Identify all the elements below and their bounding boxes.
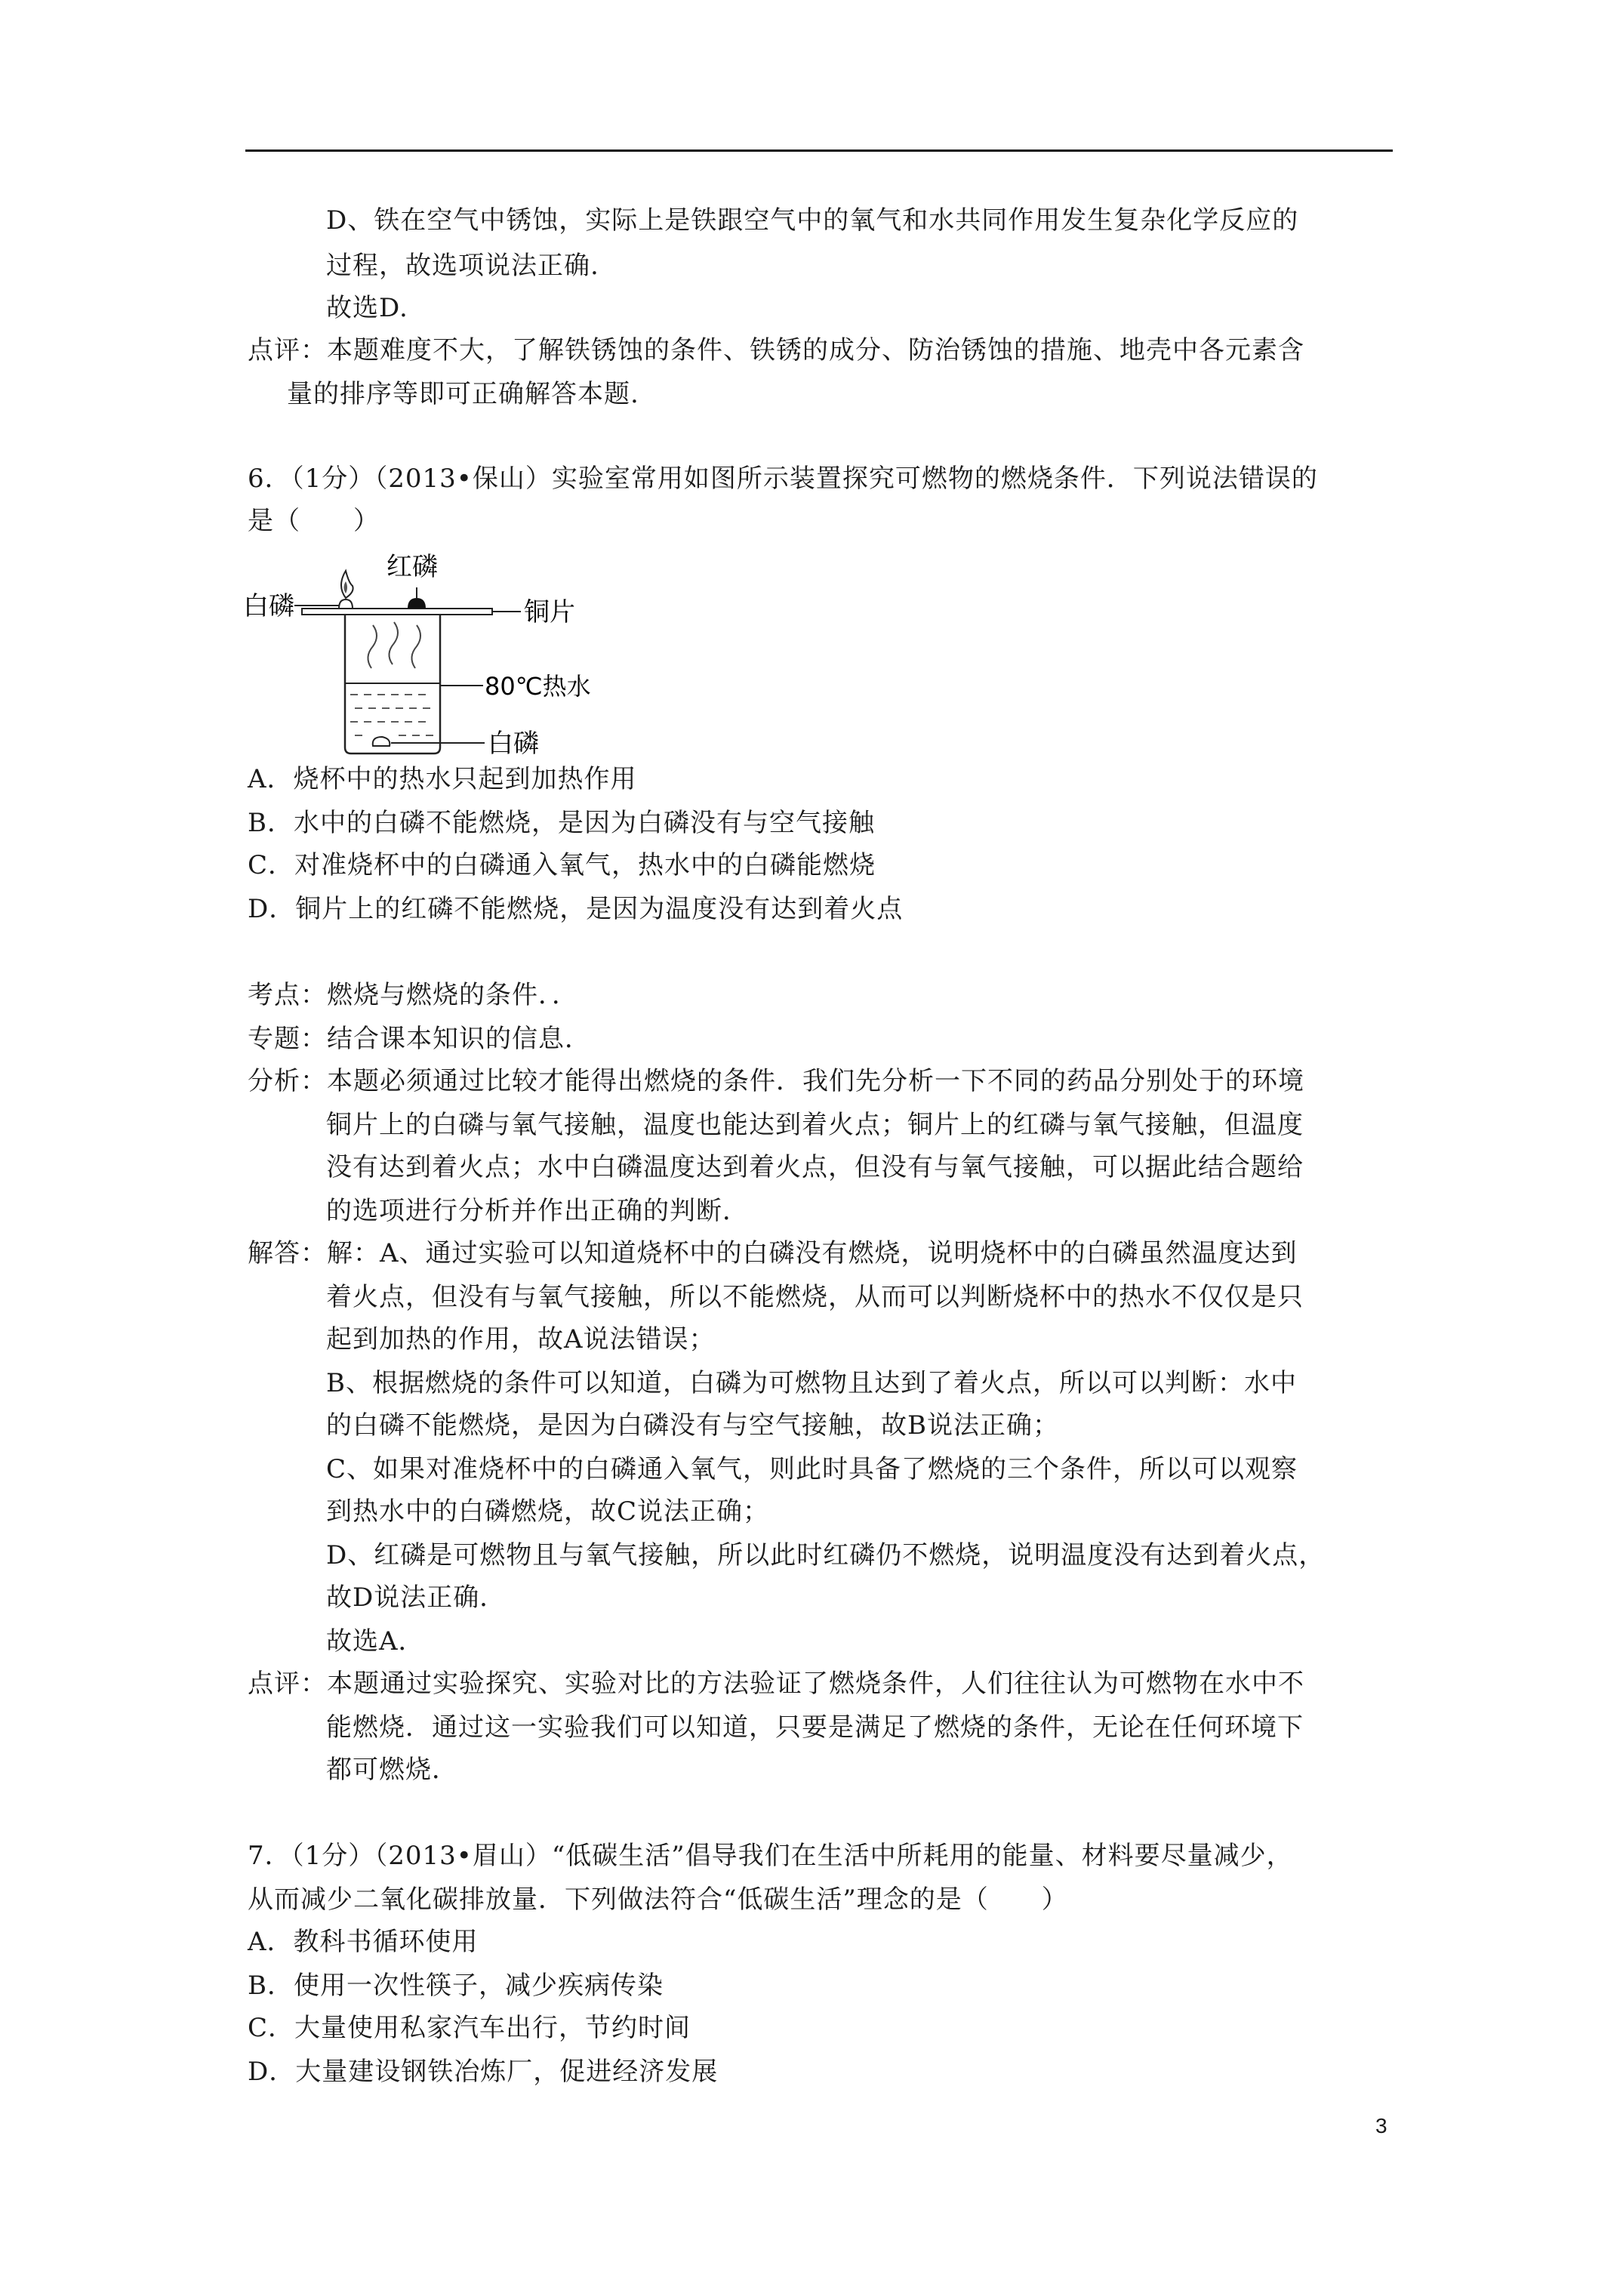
- q7-stem-line2: 从而减少二氧化碳排放量．下列做法符合“低碳生活”理念的是（ ）: [248, 1885, 1068, 1915]
- q6-solution-line: 起到加热的作用，故A说法错误；: [326, 1324, 716, 1354]
- q5-option-d-line2: 过程，故选项说法正确.: [326, 251, 599, 281]
- q5-comment-line2: 量的排序等即可正确解答本题.: [287, 379, 639, 409]
- q6-stem-line1: 6．（1分）（2013•保山）实验室常用如图所示装置探究可燃物的燃烧条件．下列说法错误的: [248, 464, 1318, 494]
- q5-option-d-line1: D、铁在空气中锈蚀，实际上是铁跟空气中的氧气和水共同作用发生复杂化学反应的: [326, 205, 1299, 236]
- q6-solution-line: 解答：解：A、通过实验可以知道烧杯中的白磷没有燃烧，说明烧杯中的白磷虽然温度达到: [248, 1238, 1298, 1268]
- q6-option-c: C．对准烧杯中的白磷通入氧气，热水中的白磷能燃烧: [248, 850, 876, 880]
- label-white-phosphorus-top: 白磷: [243, 591, 294, 621]
- q6-solution-line: 到热水中的白磷燃烧，故C说法正确；: [326, 1496, 770, 1527]
- flame: [341, 571, 353, 598]
- q5-comment-line1: 点评：本题难度不大，了解铁锈蚀的条件、铁锈的成分、防治锈蚀的措施、地壳中各元素含: [248, 335, 1304, 365]
- header-rule: [245, 149, 1393, 152]
- q7-option-b: B．使用一次性筷子，减少疾病传染: [248, 1971, 664, 2001]
- q6-zhuanti: 专题：结合课本知识的信息．: [248, 1024, 591, 1054]
- label-hot-water: 80℃热水: [485, 672, 591, 701]
- q6-option-b: B．水中的白磷不能燃烧，是因为白磷没有与空气接触: [248, 808, 875, 838]
- q5-answer: 故选D.: [326, 293, 408, 323]
- white-phosphorus-on-copper: [339, 599, 353, 609]
- label-copper-sheet: 铜片: [524, 597, 575, 627]
- q6-kaodian: 考点：燃烧与燃烧的条件．．: [248, 980, 578, 1010]
- q6-option-d: D．铜片上的红磷不能燃烧，是因为温度没有达到着火点: [248, 894, 904, 924]
- q6-analysis-line: 没有达到着火点；水中白磷温度达到着火点，但没有与氧气接触，可以据此结合题给: [326, 1152, 1304, 1182]
- q6-stem-line2: 是（ ）: [248, 506, 380, 536]
- q6-solution-line: 故D说法正确．: [326, 1583, 507, 1613]
- copper-sheet: [302, 609, 492, 615]
- q7-stem-line1: 7．（1分）（2013•眉山）“低碳生活”倡导我们在生活中所耗用的能量、材料要尽量减少，: [248, 1841, 1293, 1871]
- q6-solution-line: C、如果对准烧杯中的白磷通入氧气，则此时具备了燃烧的三个条件，所以可以观察: [326, 1454, 1298, 1484]
- q6-analysis-line: 铜片上的白磷与氧气接触，温度也能达到着火点；铜片上的红磷与氧气接触，但温度: [326, 1110, 1304, 1140]
- q6-solution-line: D、红磷是可燃物且与氧气接触，所以此时红磷仍不燃烧，说明温度没有达到着火点，: [326, 1540, 1326, 1570]
- label-red-phosphorus: 红磷: [387, 552, 438, 582]
- q6-solution-line: 着火点，但没有与氧气接触，所以不能燃烧，从而可以判断烧杯中的热水不仅仅是只: [326, 1282, 1304, 1312]
- label-white-phosphorus-bottom: 白磷: [488, 729, 539, 759]
- q6-solution-line: B、根据燃烧的条件可以知道，白磷为可燃物且达到了着火点，所以可以判断：水中: [326, 1368, 1297, 1398]
- q6-analysis-line: 分析：本题必须通过比较才能得出燃烧的条件．我们先分析一下不同的药品分别处于的环境: [248, 1066, 1304, 1096]
- white-phosphorus-in-water: [373, 737, 390, 746]
- q7-option-c: C．大量使用私家汽车出行，节约时间: [248, 2013, 691, 2043]
- q6-option-a: A．烧杯中的热水只起到加热作用: [248, 764, 637, 794]
- q6-solution-line: 的白磷不能燃烧，是因为白磷没有与空气接触，故B说法正确；: [326, 1410, 1059, 1441]
- q6-comment-line: 能燃烧．通过这一实验我们可以知道，只要是满足了燃烧的条件，无论在任何环境下: [326, 1712, 1304, 1743]
- beaker: [345, 615, 440, 754]
- combustion-apparatus-figure: [243, 544, 621, 763]
- water-dashes: [350, 695, 433, 735]
- red-phosphorus: [408, 598, 426, 609]
- steam-wisps: [368, 622, 420, 668]
- page-number: 3: [1375, 2114, 1387, 2137]
- q6-comment-line: 都可燃烧．: [326, 1755, 458, 1785]
- q6-comment-line: 点评：本题通过实验探究、实验对比的方法验证了燃烧条件，人们往往认为可燃物在水中不: [248, 1669, 1304, 1699]
- q6-analysis-line: 的选项进行分析并作出正确的判断．: [326, 1196, 749, 1226]
- q6-answer: 故选A．: [326, 1626, 425, 1657]
- q7-option-a: A．教科书循环使用: [248, 1927, 479, 1957]
- q7-option-d: D．大量建设钢铁冶炼厂，促进经济发展: [248, 2057, 719, 2087]
